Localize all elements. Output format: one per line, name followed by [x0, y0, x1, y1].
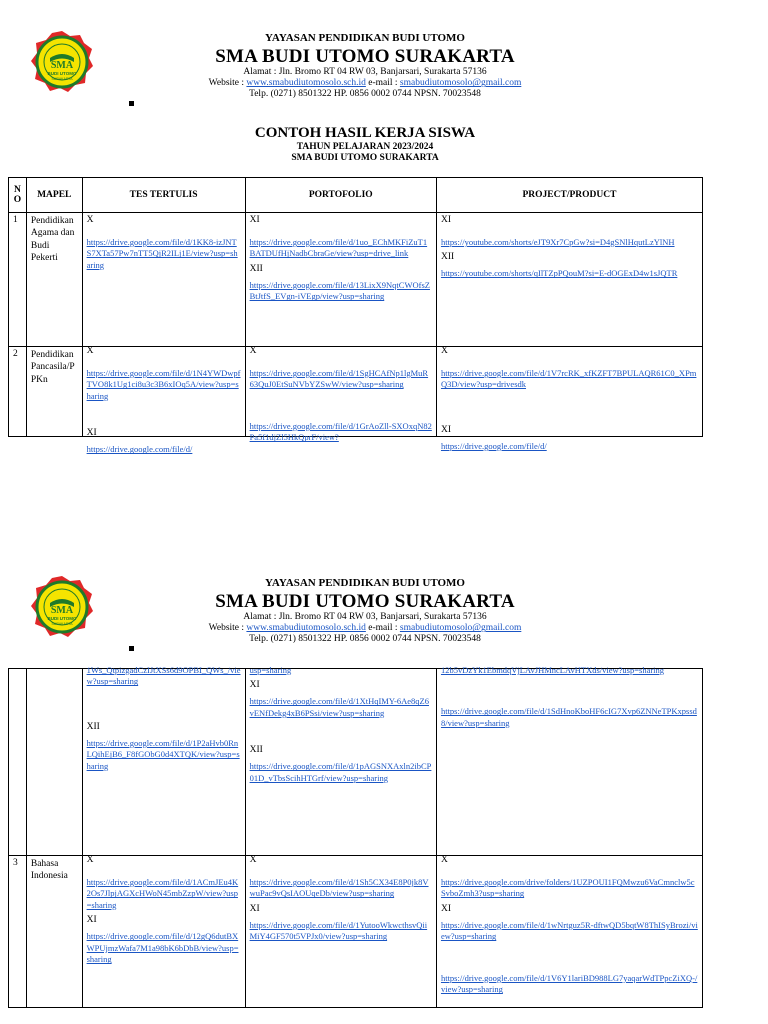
drive-link[interactable]: https://drive.google.com/file/d/1Sh5CX34E8P0jk8VwuPac9vQsIAOUqeDb/view?usp=sharing: [249, 877, 429, 899]
row-number: 3: [9, 856, 27, 1008]
drive-link[interactable]: https://drive.google.com/file/d/1SdHnoKboHF6cIG7Xvp6ZNNeTPKxpssd8/view?usp=sharing: [440, 706, 697, 728]
tes-cell: [82, 856, 245, 1008]
page-2: [0, 545, 768, 1024]
header-tes: TES TERTULIS: [82, 178, 245, 213]
drive-link[interactable]: 1Ws_QtpizgadCzIJtXSs6d9OPBI_QWs_/view?usp=sharing: [86, 665, 241, 687]
class-label: X: [249, 855, 257, 865]
subject-name: [26, 669, 82, 856]
class-label: XII: [249, 745, 263, 756]
class-label: XII: [86, 721, 100, 732]
proj-cell: [436, 346, 702, 451]
drive-link[interactable]: https://drive.google.com/file/d/13LixX9NqtCWOfsZBtJtfS_EVgn-iVEgp/view?usp=sharing: [249, 279, 430, 302]
page-1: [0, 0, 768, 490]
porto-cell: [245, 856, 436, 1008]
drive-link[interactable]: https://drive.google.com/file/d/1ACmJEu4K2Os7JlpjAGXcHWoN45mbZzpW/view?usp=sharing: [86, 877, 239, 910]
header-proj: PROJECT/PRODUCT: [436, 178, 702, 213]
drive-folder-link[interactable]: https://drive.google.com/drive/folders/1UZPOUI1FQMwzu6VaCmnclw5cSvboZmh3?usp=sharing: [440, 877, 695, 899]
class-label: X: [86, 346, 94, 356]
proj-cell: [436, 213, 702, 347]
drive-link[interactable]: https://drive.google.com/file/d/1N4YWDwpfTVO8k1Ug1ci8u3c3B6xIOq5A/view?usp=sharing: [86, 368, 241, 401]
proj-cell: [436, 856, 702, 1008]
class-label: XI: [440, 903, 451, 914]
class-label: XI: [249, 903, 260, 914]
school-logo: [30, 575, 94, 639]
tes-cell: [82, 665, 245, 856]
drive-link[interactable]: https://drive.google.com/file/d/1pAGSNXAxln2ibCP01D_vTbsScihHTGrf/view?usp=sharing: [249, 761, 432, 783]
title-main: CONTOH HASIL KERJA SISWA: [254, 125, 476, 141]
drive-link[interactable]: https://drive.google.com/file/d/1XtHqIMY-6Ae8qZ6vENfDekg4xB6PSsi/view?usp=sharing: [249, 696, 429, 718]
bullet-mark: [129, 646, 134, 651]
drive-link[interactable]: https://drive.google.com/file/d/1wNrtguz5R-dftwQD5bqtW8ThISyBrozi/view?usp=sharing: [440, 919, 698, 942]
youtube-link[interactable]: https://youtube.com/shorts/qIlTZpPQouM?si=E-dOGExD4w1sJQTR: [440, 268, 678, 279]
class-label: XII: [440, 252, 455, 263]
tes-cell: [82, 213, 245, 347]
email-link[interactable]: smabudiutomosolo@gmail.com: [399, 623, 522, 634]
table-header-row: [9, 178, 703, 213]
website-link[interactable]: www.smabudiutomosolo.sch.id: [246, 623, 366, 634]
subject-name: Bahasa Indonesia: [26, 856, 82, 1008]
tes-cell: [82, 346, 245, 455]
school-logo: [30, 30, 94, 94]
class-label: X: [440, 855, 448, 865]
drive-link[interactable]: https://drive.google.com/file/d/1YutooWkwcthsvQiiMiY4GF570t5VPJx0/view?usp=sharing: [249, 919, 428, 942]
drive-link[interactable]: https://drive.google.com/file/d/1KK8-izJNTS7XTa57Pw7nTT5QjR2ILj1E/view?usp=sharing: [86, 237, 238, 270]
drive-link[interactable]: https://drive.google.com/file/d/1V6Y1lariBD988LG7yaqarWdTPpcZiXQ-/view?usp=sharing: [440, 972, 698, 995]
document-title: [140, 125, 590, 164]
class-label: XI: [86, 915, 97, 926]
class-label: X: [86, 855, 94, 865]
table-row: [9, 856, 703, 1008]
svg-text:BUDI UTOMO: BUDI UTOMO: [47, 71, 77, 76]
email-link[interactable]: smabudiutomosolo@gmail.com: [399, 78, 522, 89]
contact-line: Website : www.smabudiutomosolo.sch.id e-mail : smabudiutomosolo@gmail.com: [208, 78, 522, 89]
porto-cell: [245, 346, 436, 443]
phone-line: Telp. (0271) 8501322 HP. 0856 0002 0744 NPSN. 70023548: [249, 634, 481, 645]
school-name: SMA BUDI UTOMO SURAKARTA: [215, 590, 515, 612]
drive-link[interactable]: https://drive.google.com/file/d/1P2aHvb0RnLQihEjB6_F8fGObG0d4XTQK/view?usp=sharing: [86, 737, 240, 771]
table-row: [9, 669, 703, 856]
header-porto: PORTOFOLIO: [245, 178, 436, 213]
results-table: [8, 177, 703, 455]
svg-text:BUDI UTOMO: BUDI UTOMO: [47, 616, 77, 621]
class-label: XI: [249, 215, 260, 225]
letterhead: [140, 32, 590, 100]
proj-cell: [436, 665, 702, 856]
porto-cell: [245, 665, 436, 856]
drive-link[interactable]: https://drive.google.com/file/d/: [86, 444, 193, 455]
subject-name: Pendidikan Agama dan Budi Pekerti: [26, 213, 82, 347]
table-row: [9, 213, 703, 347]
row-number: 1: [9, 213, 27, 347]
drive-link[interactable]: 12b5vDzYk1EbmdqVjLAvJHMncLAvHTXds/view?usp=sharing: [440, 665, 665, 675]
address: Alamat : Jln. Bromo RT 04 RW 03, Banjarsari, Surakarta 57136: [243, 67, 487, 78]
contact-line: Website : www.smabudiutomosolo.sch.id e-mail : smabudiutomosolo@gmail.com: [208, 623, 522, 634]
class-label: X: [440, 346, 448, 356]
svg-text:SURAKARTA: SURAKARTA: [51, 622, 73, 626]
drive-link[interactable]: https://drive.google.com/file/d/1GrAoZll-SXOxqN82Pa5f1djZl5HkQprF/view?: [249, 420, 432, 443]
table-row: [9, 347, 703, 437]
title-school: SMA BUDI UTOMO SURAKARTA: [291, 153, 439, 164]
address: Alamat : Jln. Bromo RT 04 RW 03, Banjarsari, Surakarta 57136: [243, 612, 487, 623]
class-label: XI: [86, 428, 97, 439]
foundation-name: YAYASAN PENDIDIKAN BUDI UTOMO: [265, 32, 465, 44]
class-label: XI: [249, 680, 260, 691]
svg-text:SMA: SMA: [50, 605, 74, 616]
results-table-continued: [8, 665, 703, 1008]
class-label: X: [86, 215, 94, 225]
row-number: [9, 669, 27, 856]
svg-text:SMA: SMA: [50, 60, 74, 71]
foundation-name: YAYASAN PENDIDIKAN BUDI UTOMO: [265, 577, 465, 589]
letterhead: [140, 577, 590, 645]
title-year: TAHUN PELAJARAN 2023/2024: [296, 142, 434, 153]
website-link[interactable]: www.smabudiutomosolo.sch.id: [246, 78, 366, 89]
drive-link[interactable]: https://drive.google.com/file/d/1V7rcRK_xfKZFT7BPULAQR61C0_XPmQ3D/view?usp=drivesdk: [440, 368, 697, 390]
header-no: N O: [9, 178, 27, 213]
phone-line: Telp. (0271) 8501322 HP. 0856 0002 0744 NPSN. 70023548: [249, 89, 481, 100]
drive-link[interactable]: usp=sharing: [249, 665, 292, 675]
porto-cell: [245, 213, 436, 347]
youtube-link[interactable]: https://youtube.com/shorts/eJT9Xr7CpGw?si=D4gSNlHqutLzYlNH: [440, 237, 675, 247]
header-mapel: MAPEL: [26, 178, 82, 213]
school-name: SMA BUDI UTOMO SURAKARTA: [215, 45, 515, 67]
drive-link[interactable]: https://drive.google.com/file/d/12gQ6dutBXWPUjmzWafa7M1a98bK6bDbB/view?usp=sharing: [86, 931, 239, 965]
bullet-mark: [129, 101, 134, 106]
svg-text:SURAKARTA: SURAKARTA: [51, 77, 73, 81]
subject-name: Pendidikan Pancasila/PPKn: [26, 347, 82, 437]
drive-link[interactable]: https://drive.google.com/file/d/: [440, 440, 547, 451]
class-label: XII: [249, 263, 263, 274]
class-label: X: [249, 346, 257, 356]
class-label: XI: [440, 424, 451, 435]
drive-link[interactable]: https://drive.google.com/file/d/1uo_EChMKFiZuT1BATDUfHjNadbCbraGe/view?usp=drive_link: [249, 237, 428, 259]
row-number: 2: [9, 347, 27, 437]
class-label: XI: [440, 215, 451, 225]
drive-link[interactable]: https://drive.google.com/file/d/1SgHCAfNp1lgMuR63QuJ0EtSuNVbYZSwW/view?usp=sharing: [249, 368, 429, 390]
